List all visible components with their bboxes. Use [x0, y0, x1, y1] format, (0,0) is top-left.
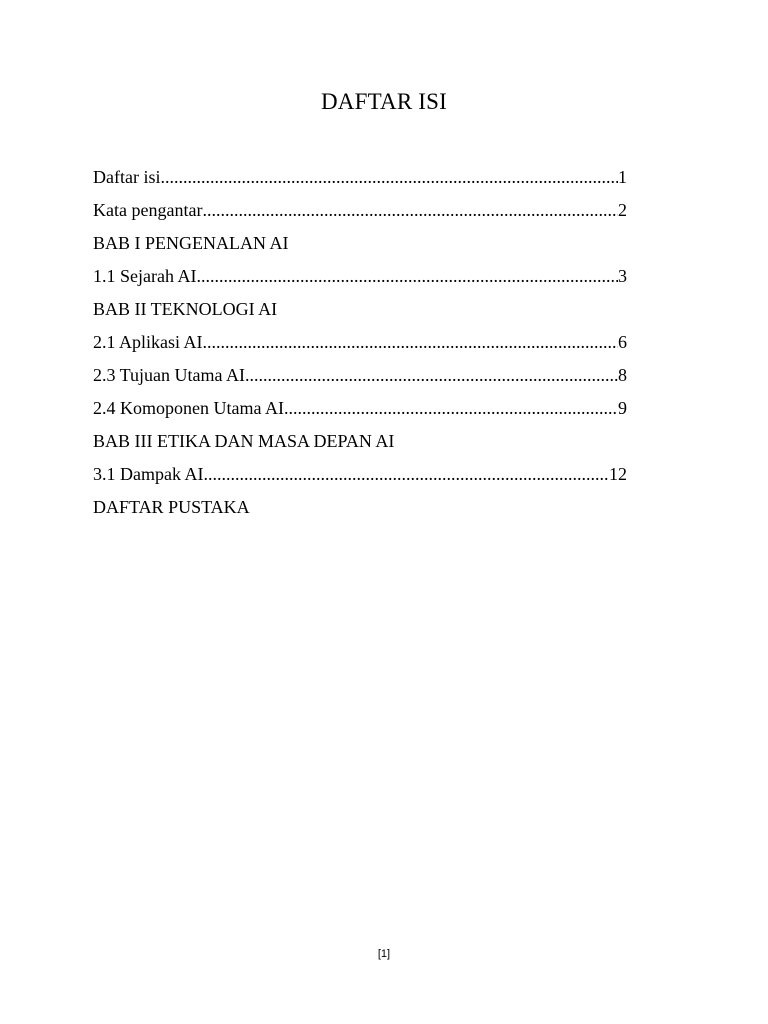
toc-chapter-heading: BAB I PENGENALAN AI — [93, 233, 289, 253]
toc-entry-page: 2 — [618, 200, 627, 220]
page-number: [1] — [377, 948, 391, 960]
dot-leader — [160, 163, 618, 191]
toc-entry-dampak-ai — [93, 460, 627, 493]
toc-entry-label: 3.1 Dampak AI — [93, 464, 204, 484]
page-title: DAFTAR ISI — [320, 89, 448, 114]
toc-entry-page: 1 — [618, 167, 627, 187]
toc-entry-page: 8 — [618, 365, 627, 385]
toc-chapter-heading: DAFTAR PUSTAKA — [93, 497, 250, 517]
toc-entry-aplikasi-ai — [93, 328, 627, 361]
toc-entry-label: Kata pengantar — [93, 200, 203, 220]
dot-leader — [203, 460, 609, 488]
toc-entry-label: 2.1 Aplikasi AI — [93, 332, 203, 352]
toc-chapter-heading: BAB III ETIKA DAN MASA DEPAN AI — [93, 431, 395, 451]
toc-entry-daftar-isi — [93, 163, 627, 196]
dot-leader — [284, 394, 618, 422]
toc-chapter-heading: BAB II TEKNOLOGI AI — [93, 299, 278, 319]
toc-entry-kata-pengantar — [93, 196, 627, 229]
toc-entry-page: 3 — [618, 266, 627, 286]
dot-leader — [245, 361, 618, 389]
toc-entry-label: 1.1 Sejarah AI — [93, 266, 197, 286]
toc-entry-tujuan-utama-ai — [93, 361, 627, 394]
toc-entry-label: Daftar isi — [93, 167, 161, 187]
toc-entry-label: 2.3 Tujuan Utama AI — [93, 365, 246, 385]
toc-entry-komoponen-utama-ai — [93, 394, 627, 427]
dot-leader — [203, 328, 618, 356]
table-of-contents — [93, 163, 633, 526]
toc-entry-sejarah-ai — [93, 262, 627, 295]
toc-entry-page: 6 — [618, 332, 627, 352]
toc-entry-page: 12 — [609, 464, 627, 484]
toc-entry-label: 2.4 Komoponen Utama AI — [93, 398, 284, 418]
dot-leader — [202, 196, 618, 224]
dot-leader — [196, 262, 618, 290]
toc-entry-page: 9 — [618, 398, 627, 418]
